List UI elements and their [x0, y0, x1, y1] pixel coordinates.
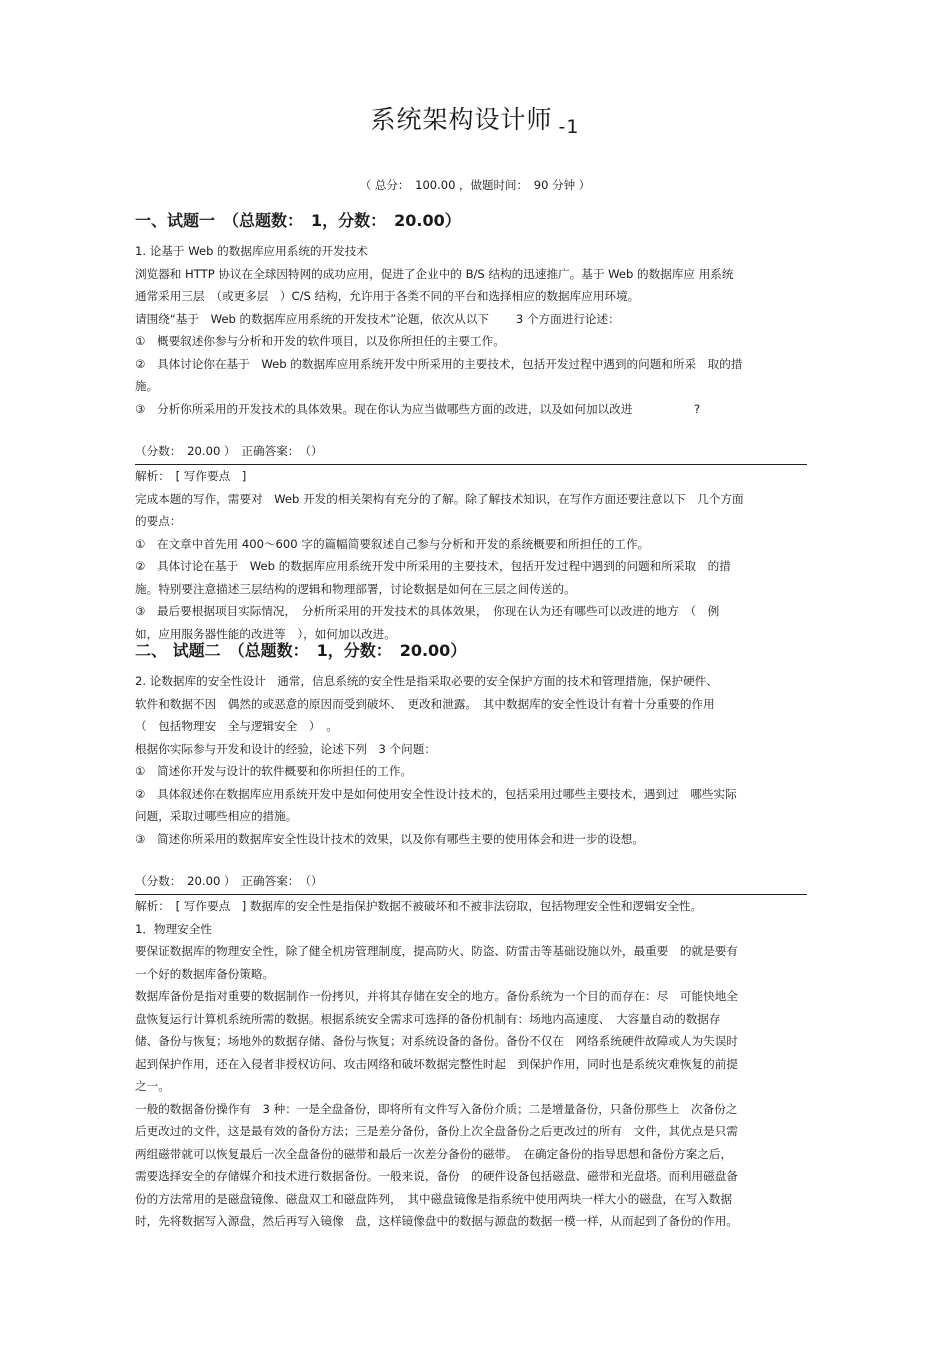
question-1-score: （分数： 20.00 ） 正确答案： （） [135, 444, 323, 458]
analysis-2-line: 储、备份与恢复；场地外的数据存储、备份与恢复；对系统设备的备份。备份不仅在 网络系统硬件故障或人为失误时 [135, 1034, 738, 1048]
analysis-2-line: 盘恢复运行计算机系统所需的数据。根据系统安全需求可选择的备份机制有：场地内高速度、 大容量自动的数据存 [135, 1011, 721, 1026]
analysis-2-line: 一般的数据备份操作有 3 种：一是全盘备份，即将所有文件写入备份介质；二是增量备份，只备份那些上 次备份之 [135, 1101, 738, 1116]
analysis-2-line: 起到保护作用，还在入侵者非授权访问、攻击网络和破坏数据完整性时起 到保护作用，同时也是系统灾难恢复的前提 [135, 1056, 738, 1071]
analysis-1-line: 如，应用服务器性能的改进等 ），如何加以改进。 [135, 626, 396, 641]
question-1-line: 浏览器和 HTTP 协议在全球因特网的成功应用，促进了企业中的 B/S 结构的迅速推广。基于 Web 的数据库应 用系统 [135, 266, 734, 281]
analysis-2-line: 后更改过的文件，这是最有效的备份方法；三是差分备份，备份上次全盘备份之后更改过的所有 文件，其优点是只需 [135, 1124, 738, 1138]
question-2-line: ② 具体叙述你在数据库应用系统开发中是如何使用安全性设计技术的，包括采用过哪些主要技术，遇到过 哪些实际 [135, 786, 737, 801]
analysis-2-line: 1．物理安全性 [135, 921, 212, 936]
question-1-line: ③ 分析你所采用的开发技术的具体效果。现在你认为应当做哪些方面的改进，以及如何加以改进 ? [135, 401, 701, 416]
document-title-text: 系统架构设计师 [370, 105, 553, 134]
analysis-2-line: 一个好的数据库备份策略。 [135, 966, 275, 981]
question-2-line: 问题，采取过哪些相应的措施。 [135, 809, 298, 823]
analysis-2-line: 需要选择安全的存储媒介和技术进行数据备份。一般来说，备份 的硬件设备包括磁盘、磁带和光盘塔。而利用磁盘备 [135, 1169, 738, 1183]
analysis-2-line: 时，先将数据写入源盘，然后再写入镜像 盘，这样镜像盘中的数据与源盘的数据一模一样，从而起到了备份的作用。 [135, 1214, 738, 1228]
question-2-title: 2. 论数据库的安全性设计 通常，信息系统的安全性是指采取必要的安全保护方面的技术和管理措施，保护硬件、 [135, 674, 718, 688]
analysis-2-line: 解析： [ 写作要点 ] 数据库的安全性是指保护数据不被破坏和不被非法窃取，包括物理安全性和逻辑安全性。 [135, 899, 703, 913]
analysis-1-line: 的要点： [135, 514, 182, 528]
question-2-score: （分数： 20.00 ） 正确答案： （） [135, 874, 323, 888]
question-2-line: 根据你实际参与开发和设计的经验，论述下列 3 个问题： [135, 741, 436, 756]
section-1-heading: 一、试题一 （总题数： 1，分数： 20.00） [135, 211, 461, 230]
section-2 [135, 636, 807, 1233]
analysis-2-line: 之一。 [135, 1079, 170, 1093]
analysis-1-line: 解析： [ 写作要点 ] [135, 469, 247, 483]
document-title-suffix: -1 [558, 116, 580, 138]
question-2-line: （ 包括物理安 全与逻辑安全 ） 。 [135, 719, 338, 733]
analysis-1-line: 施。特别要注意描述三层结构的逻辑和物理部署，讨论数据是如何在三层之间传送的。 [135, 581, 576, 596]
question-1-line: 通常采用三层 （或更多层 ）C/S 结构，允许用于各类不同的平台和选择相应的数据库应用环境。 [135, 289, 640, 303]
analysis-1-line: 完成本题的写作，需要对 Web 开发的相关架构有充分的了解。除了解技术知识，在写作方面还要注意以下 几个方面 [135, 491, 744, 506]
question-1-line: 施。 [135, 379, 159, 393]
question-2-line: 软件和数据不因 偶然的或恶意的原因而受到破坏、 更改和泄露。 其中数据库的安全性设计有着十分重要的作用 [135, 696, 715, 711]
question-1-title: 1. 论基于 Web 的数据库应用系统的开发技术 [135, 244, 368, 258]
analysis-2-line: 要保证数据库的物理安全性，除了健全机房管理制度，提高防火、防盗、防雷击等基础设施以外，最重要 的就是要有 [135, 944, 738, 958]
section-2-heading: 二、 试题二 （总题数： 1，分数： 20.00） [135, 641, 467, 660]
question-2-line: ③ 简述你所采用的数据库安全性设计技术的效果，以及你有哪些主要的使用体会和进一步的设想。 [135, 831, 644, 846]
analysis-2-line: 数据库备份是指对重要的数据制作一份拷贝，并将其存储在安全的地方。备份系统为一个目的而存在：尽 可能快地全 [135, 989, 738, 1003]
analysis-2-line: 两组磁带就可以恢复最后一次全盘备份的磁带和最后一次差分备份的磁带。 在确定备份的指导思想和备份方案之后， [135, 1146, 733, 1161]
question-1-line: ① 概要叙述你参与分析和开发的软件项目，以及你所担任的主要工作。 [135, 334, 505, 348]
analysis-2-line: 份的方法常用的是磁盘镜像、磁盘双工和磁盘阵列， 其中磁盘镜像是指系统中使用两块一样大小的磁盘，在写入数据 [135, 1191, 733, 1206]
analysis-1-line: ① 在文章中首先用 400～600 字的篇幅简要叙述自己参与分析和开发的系统概要和所担任的工作。 [135, 536, 650, 551]
question-1-line: ② 具体讨论你在基于 Web 的数据库应用系统开发中所采用的主要技术，包括开发过程中遇到的问题和所采 取的措 [135, 356, 743, 371]
analysis-1-line: ③ 最后要根据项目实际情况， 分析所采用的开发技术的具体效果， 你现在认为还有哪些可以改进的地方 （ 例 [135, 604, 720, 618]
question-2-line: ① 简述你开发与设计的软件概要和你所担任的工作。 [135, 764, 413, 778]
document-title [0, 100, 950, 136]
analysis-1-line: ② 具体讨论在基于 Web 的数据库应用系统开发中所采用的主要技术，包括开发过程中遇到的问题和所采取 的措 [135, 559, 731, 573]
exam-meta: （ 总分： 100.00 ，做题时间： 90 分钟 ） [359, 178, 591, 192]
question-1-line: 请围绕“基于 Web 的数据库应用系统的开发技术”论题，依次从以下 3 个方面进行论述： [135, 311, 620, 326]
section-1 [135, 206, 807, 645]
